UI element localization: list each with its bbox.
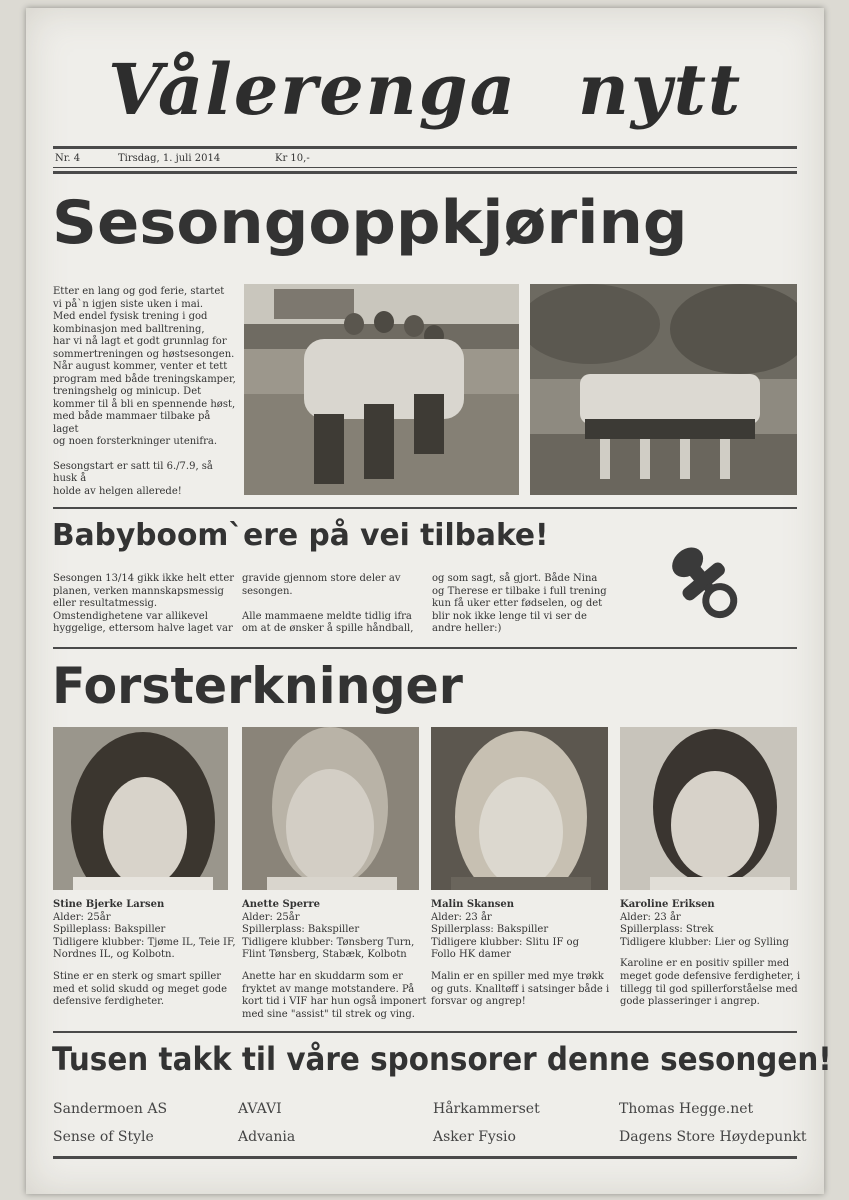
player-desc: Stine er en sterk og smart spiller (53, 970, 222, 982)
player-clubs: Follo HK damer (431, 949, 511, 961)
player-position: Spillerplass: Bakspiller (242, 924, 360, 936)
article1-line: kombinasjon med balltrening, (53, 323, 205, 335)
player-profile-malin (431, 899, 616, 1009)
player-name: Malin Skansen (431, 899, 515, 910)
sponsor-sense-of-style: Sense of Style (53, 1129, 154, 1145)
article2-col2-line: om at de ønsker å spille håndball, (242, 623, 414, 634)
headline-forsterkninger: Forsterkninger (52, 657, 463, 715)
player-clubs: Nordnes IL, og Kolbotn. (53, 949, 175, 961)
sponsor-asker-fysio: Asker Fysio (433, 1129, 516, 1145)
article1-line: treningshelg og minicup. Det (53, 386, 202, 397)
issue-date: Tirsdag, 1. juli 2014 (118, 153, 221, 164)
player-profile-karoline (620, 899, 805, 1009)
article1-line: Med endel fysisk trening i god (53, 311, 208, 322)
player-desc: kort tid i VIF har hun også imponert (242, 996, 427, 1008)
article1-line: kommer til å bli en spennende høst, (53, 398, 236, 410)
player-profile-stine (53, 899, 238, 1009)
article2-col1-line: hyggelige, ettersom halve laget var (53, 623, 233, 634)
masthead-rule-top (53, 146, 797, 149)
player-photo-karoline (620, 727, 797, 890)
player-clubs: Flint Tønsberg, Stabæk, Kolbotn (242, 949, 407, 961)
article2-col2-line: gravide gjennom store deler av (242, 573, 401, 584)
player-position: Spilleplass: Bakspiller (53, 924, 166, 936)
player-clubs: Tidligere klubber: Slitu IF og (431, 936, 579, 948)
article2-col3-line: andre heller:) (432, 623, 502, 634)
sponsor-thomas-hegge: Thomas Hegge.net (619, 1101, 754, 1117)
masthead-rule-thin (53, 167, 797, 168)
masthead-rule-bottom (53, 171, 797, 174)
player-age: Alder: 23 år (431, 911, 492, 923)
player-desc: tillegg til god spillerforståelse med (620, 983, 798, 995)
player-desc: og guts. Knalltøff i satsinger både i (431, 983, 610, 995)
player-name: Stine Bjerke Larsen (53, 899, 165, 910)
section-rule-2 (53, 647, 797, 649)
masthead-title-right: nytt (578, 48, 743, 131)
player-clubs: Tidligere klubber: Lier og Sylling (620, 936, 789, 948)
player-age: Alder: 23 år (620, 911, 681, 923)
article2-col3 (432, 573, 617, 636)
player-age: Alder: 25år (242, 911, 300, 923)
player-position: Spillerplass: Strek (620, 924, 714, 936)
sponsor-sandermoen: Sandermoen AS (53, 1101, 168, 1117)
player-desc: meget gode defensive ferdigheter, i (620, 970, 801, 982)
player-clubs: Tidligere klubber: Tønsberg Turn, (242, 936, 415, 948)
article1-note-line: holde av helgen allerede! (53, 485, 182, 497)
article1-line: program med både treningskamper, (53, 373, 236, 385)
article1-line: sommertreningen og høstsesongen. (53, 348, 235, 360)
article1-line: vi på`n igjen siste uken i mai. (53, 298, 204, 310)
player-photo-stine (53, 727, 228, 890)
article2-col2-line: sesongen. (242, 585, 293, 597)
player-age: Alder: 25år (53, 911, 111, 923)
team-photo-group (244, 284, 519, 495)
article2-col1-line: planen, verken mannskapsmessig (53, 585, 224, 597)
section-rule-1 (53, 507, 797, 509)
article1-line: og noen forsterkninger utenifra. (53, 436, 218, 447)
article1-line: Etter en lang og god ferie, startet (53, 286, 225, 297)
issue-number: Nr. 4 (55, 153, 81, 164)
headline-sesongoppkjoring: Sesongoppkjøring (52, 188, 688, 258)
player-desc: med et solid skudd og meget gode (53, 983, 228, 995)
article2-col3-line: og som sagt, så gjort. Både Nina (432, 573, 598, 584)
article2-col1 (53, 573, 238, 636)
article2-col1-line: Sesongen 13/14 gikk ikke helt etter (53, 573, 235, 584)
article2-col1-line: Omstendighetene var allikevel (53, 610, 208, 622)
player-clubs: Tidligere klubber: Tjøme IL, Teie IF, (53, 936, 236, 948)
article1-line: Når august kommer, venter et tett (53, 361, 228, 372)
article2-col2-line: Alle mammaene meldte tidlig ifra (242, 610, 412, 622)
article1-note-line: Sesongstart er satt til 6./7.9, så husk å (53, 460, 213, 484)
sponsor-dagens-store-hoydepunkt: Dagens Store Høydepunkt (619, 1129, 807, 1145)
sponsor-advania: Advania (238, 1129, 296, 1145)
player-desc: Anette har en skuddarm som er (242, 970, 403, 982)
player-desc: forsvar og angrep! (431, 996, 526, 1008)
article2-col3-line: kun få uker etter fødselen, og det (432, 598, 603, 609)
player-name: Karoline Eriksen (620, 899, 715, 910)
headline-sponsorer: Tusen takk til våre sponsorer denne sesongen! (52, 1040, 832, 1078)
footer-rule (53, 1156, 797, 1159)
team-photo-track (530, 284, 797, 495)
headline-babyboomere: Babyboom`ere på vei tilbake! (52, 518, 549, 553)
section-rule-3 (53, 1031, 797, 1033)
sponsor-harkammerset: Hårkammerset (433, 1101, 540, 1117)
masthead-title-left: Vålerenga (108, 48, 517, 131)
article1-line: med både mammaer tilbake på laget (53, 411, 211, 435)
pacifier-icon (660, 538, 750, 628)
player-name: Anette Sperre (242, 899, 320, 910)
article2-col2-line (242, 598, 427, 611)
player-desc: med sine "assist" til strek og ving. (242, 1008, 415, 1020)
article2-col2 (242, 573, 427, 636)
player-photo-malin (431, 727, 608, 890)
player-desc: fryktet av mange motstandere. På (242, 983, 415, 995)
article2-col3-line: og Therese er tilbake i full trening (432, 585, 607, 597)
player-photo-anette (242, 727, 419, 890)
player-desc: Malin er en spiller med mye trøkk (431, 970, 604, 982)
article2-col3-line: blir nok ikke lenge til vi ser de (432, 610, 587, 622)
article1-body (53, 286, 238, 498)
player-desc: gode plasseringer i angrep. (620, 996, 760, 1008)
article1-line: har vi nå lagt et godt grunnlag for (53, 336, 227, 347)
player-profile-anette (242, 899, 427, 1021)
sponsor-avavi: AVAVI (238, 1101, 282, 1117)
player-position: Spillerplass: Bakspiller (431, 924, 549, 936)
article2-col1-line: eller resultatmessig. (53, 598, 158, 609)
team-photo-group-image (244, 284, 519, 495)
player-desc: defensive ferdigheter. (53, 996, 165, 1008)
player-desc: Karoline er en positiv spiller med (620, 958, 790, 970)
issue-price: Kr 10,- (275, 153, 310, 164)
team-photo-track-image (530, 284, 797, 495)
